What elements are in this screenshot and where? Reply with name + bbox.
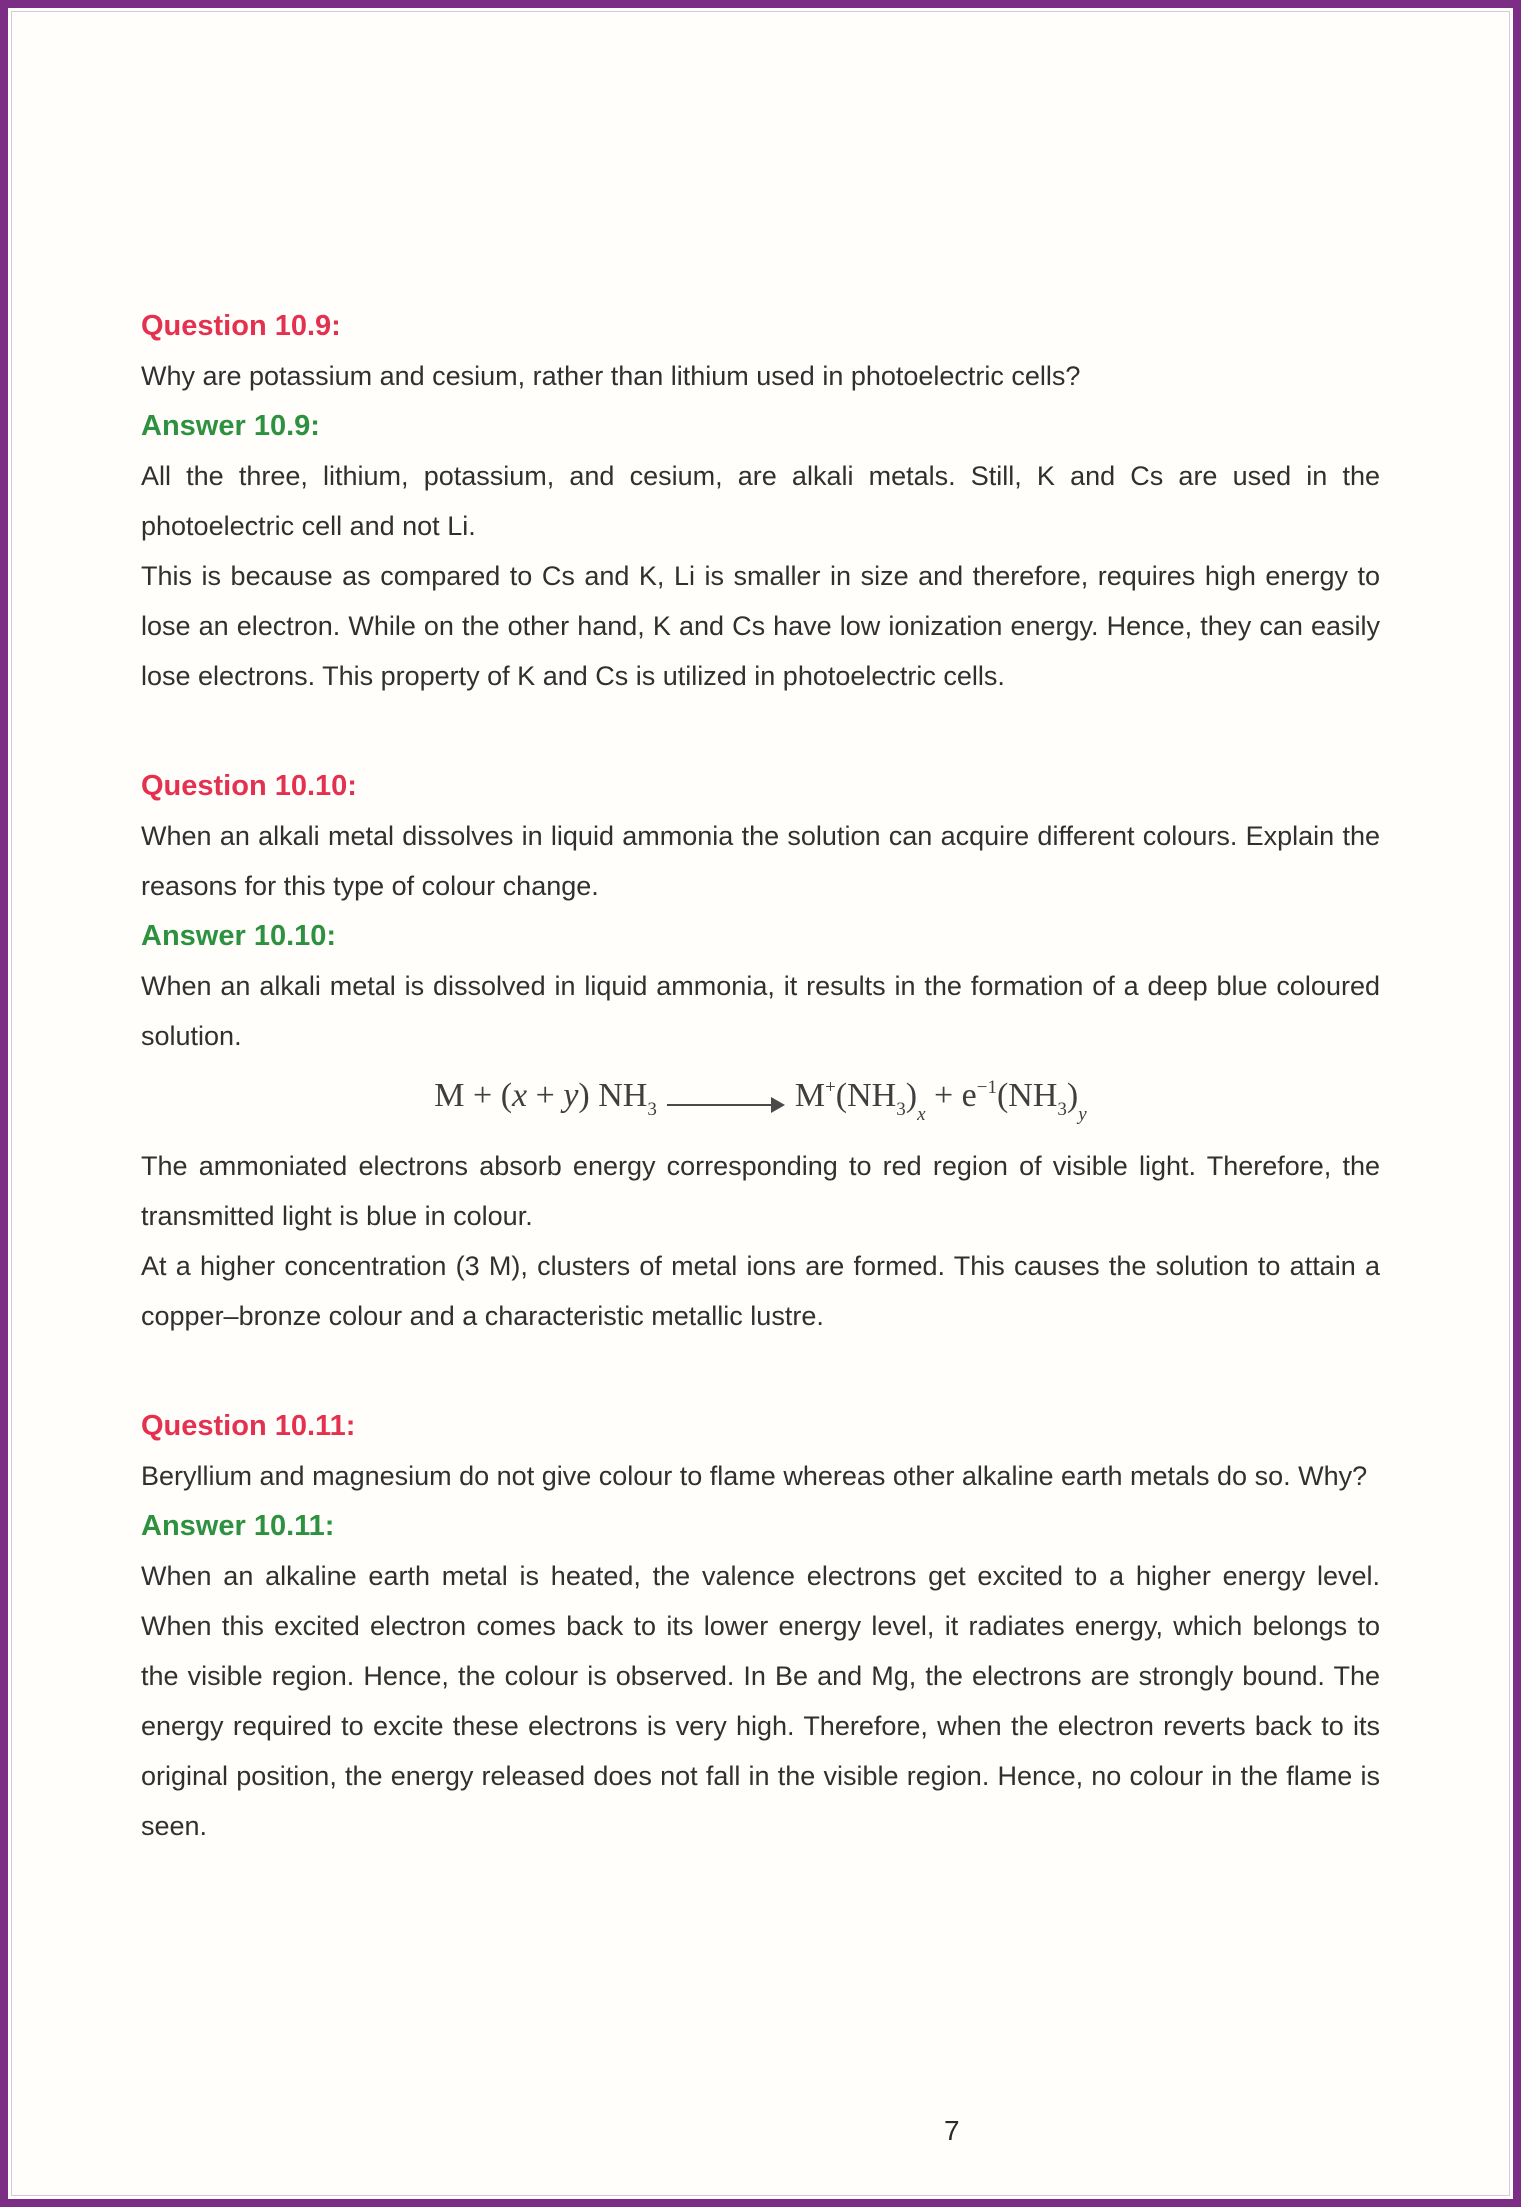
- question-10-10-text: When an alkali metal dissolves in liquid ammonia the solution can acquire different colours. Explain the reasons for this type of colour change.: [141, 821, 1380, 901]
- question-10-9-text: Why are potassium and cesium, rather than lithium used in photoelectric cells?: [141, 361, 1081, 391]
- question-10-11-text: Beryllium and magnesium do not give colour to flame whereas other alkaline earth metals do so. Why?: [141, 1461, 1368, 1491]
- question-10-10-heading: Question 10.10:: [141, 770, 357, 802]
- equation-content: M + (x + y) $NH_3$ $M^+(NH_3)_x + e^{-1}(NH_3)_y$: [434, 1077, 1087, 1125]
- answer-10-9-paragraph: This is because as compared to Cs and K, Li is smaller in size and therefore, requires high energy to lose an electron. While on the other hand, K and Cs have low ionization energy. Hence, they can easily lose electrons. This property of K and Cs is utilized in photoelectric cells.: [141, 561, 1380, 691]
- section-question-10-9: [141, 301, 1380, 701]
- answer-10-10-paragraph: When an alkali metal is dissolved in liquid ammonia, it results in the formation of a deep blue coloured solution.: [141, 971, 1380, 1051]
- page-content: [141, 8, 1380, 1851]
- answer-10-10-heading: Answer 10.10:: [141, 920, 337, 952]
- answer-10-11-heading: Answer 10.11:: [141, 1510, 335, 1542]
- page-number: 7: [944, 2115, 960, 2146]
- answer-10-10-paragraph: The ammoniated electrons absorb energy corresponding to red region of visible light. Therefore, the transmitted light is blue in colour.: [141, 1151, 1380, 1231]
- answer-10-10-paragraph: At a higher concentration (3 M), clusters of metal ions are formed. This causes the solution to attain a copper–bronze colour and a characteristic metallic lustre.: [141, 1251, 1380, 1331]
- answer-10-11-paragraph: When an alkaline earth metal is heated, the valence electrons get excited to a higher energy level. When this excited electron comes back to its lower energy level, it radiates energy, which belongs to the visible region. Hence, the colour is observed. In Be and Mg, the electrons are strongly bound. The energy required to excite these electrons is very high. Therefore, when the electron reverts back to its original position, the energy released does not fall in the visible region. Hence, no colour in the flame is seen.: [141, 1561, 1380, 1841]
- answer-10-9-paragraph: All the three, lithium, potassium, and cesium, are alkali metals. Still, K and Cs are used in the photoelectric cell and not Li.: [141, 461, 1380, 541]
- answer-10-9-heading: Answer 10.9:: [141, 410, 320, 442]
- section-question-10-11: [141, 1401, 1380, 1851]
- question-10-11-heading: Question 10.11:: [141, 1410, 356, 1442]
- chemical-equation: [141, 1061, 1380, 1141]
- reaction-arrow-icon: [667, 1097, 785, 1113]
- section-question-10-10: [141, 761, 1380, 1341]
- question-10-9-heading: Question 10.9:: [141, 310, 341, 342]
